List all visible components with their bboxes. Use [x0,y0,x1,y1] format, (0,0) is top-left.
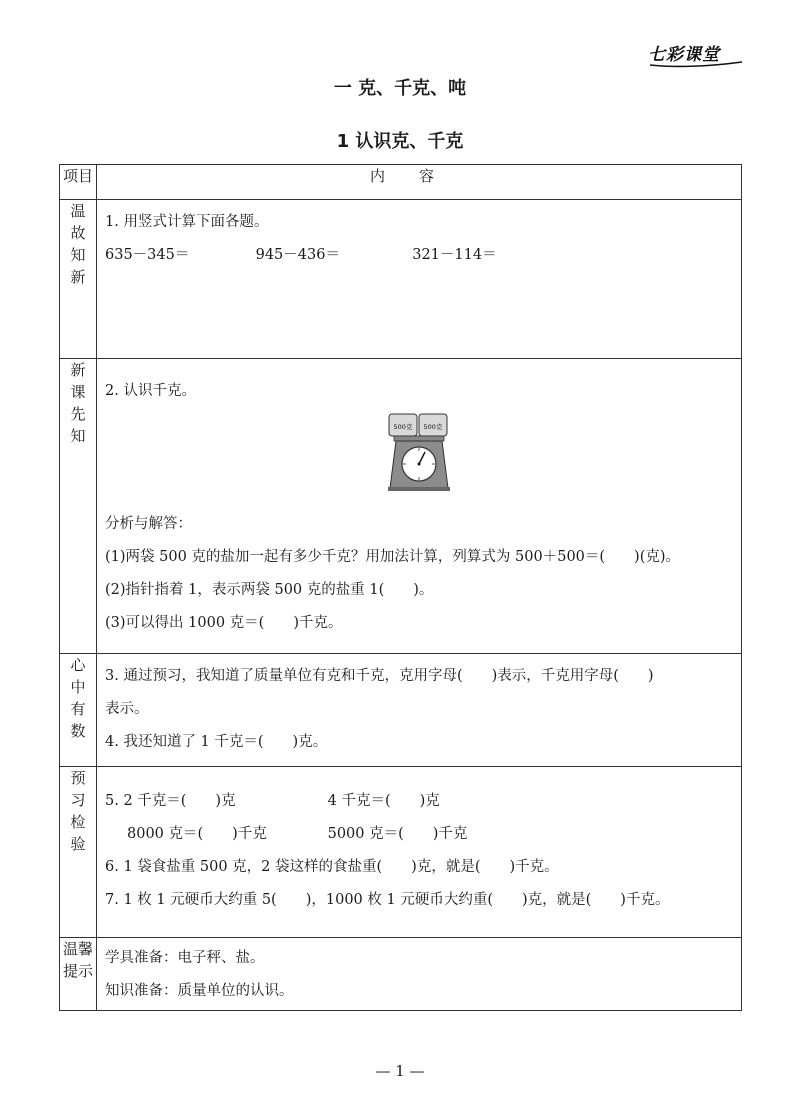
analysis-heading: 分析与解答： [105,516,192,532]
conversion-item: 5000 克＝( )千克 [327,826,468,842]
q7-line: 7. 1 枚 1 元硬币大约重 5( )，1000 枚 1 元硬币大约重( )克，就是( )千克。 [105,892,670,908]
calc-item: 945－436＝ [255,247,340,263]
q5-row2 [105,818,733,851]
section-label-tips-2: 提示 [62,962,93,980]
unit-title: 一 克、千克、吨 [333,78,467,99]
scale-with-salt-bags-image [386,410,452,492]
q2-part1: (1)两袋 500 克的盐加一起有多少千克？用加法计算，列算式为 500＋500＝( )(克)。 [105,549,681,565]
section-label-tips-1: 温馨 [62,940,93,958]
section-tips [60,938,742,1011]
tip-knowledge: 知识准备：质量单位的认识。 [105,983,294,999]
q3-line2: 表示。 [105,701,149,717]
section-review [60,200,742,359]
header-content: 内容 [97,165,742,200]
lesson-table [59,164,742,1011]
conversion-item: 5. 2 千克＝( )克 [105,793,236,809]
tip-tools: 学具准备：电子秤、盐。 [105,950,265,966]
q4-line: 4. 我还知道了 1 千克＝( )克。 [105,734,328,750]
conversion-item: 4 千克＝( )克 [327,793,440,809]
brand-logo [648,40,744,70]
logo-underline-icon [648,40,744,70]
table-header-row [60,165,742,200]
q3-line1: 3. 通过预习，我知道了质量单位有克和千克，克用字母( )表示，千克用字母( ) [105,668,654,684]
section-new-lesson [60,359,742,654]
section-label-new-lesson: 新课先知 [70,361,86,445]
conversion-item: 8000 克＝( )千克 [127,826,267,842]
section-label-review: 温故知新 [70,202,86,286]
page-number: — 1 — [375,1062,425,1080]
header-project: 项目 [60,165,97,200]
section-label-preview-test: 预习检验 [70,769,86,853]
q2-part3: (3)可以得出 1000 克＝( )千克。 [105,615,343,631]
q5-row1 [105,785,733,818]
section-label-self-check: 心中有数 [70,656,86,740]
bag-weight-label: 500克 [393,423,413,431]
calc-item: 635－345＝ [105,247,190,263]
q1-prompt: 1. 用竖式计算下面各题。 [105,214,269,230]
q2-prompt: 2. 认识千克。 [105,383,196,399]
bag-weight-label: 500克 [423,423,443,431]
q2-part2: (2)指针指着 1，表示两袋 500 克的盐重 1( )。 [105,582,434,598]
section-self-check [60,654,742,767]
lesson-title: 1 认识克、千克 [336,131,464,152]
q1-calcs [105,239,733,272]
section-preview-test [60,767,742,938]
q6-line: 6. 1 袋食盐重 500 克，2 袋这样的食盐重( )克，就是( )千克。 [105,859,559,875]
brand-logo-text: 七彩课堂 [648,45,720,65]
calc-item: 321－114＝ [412,247,497,263]
